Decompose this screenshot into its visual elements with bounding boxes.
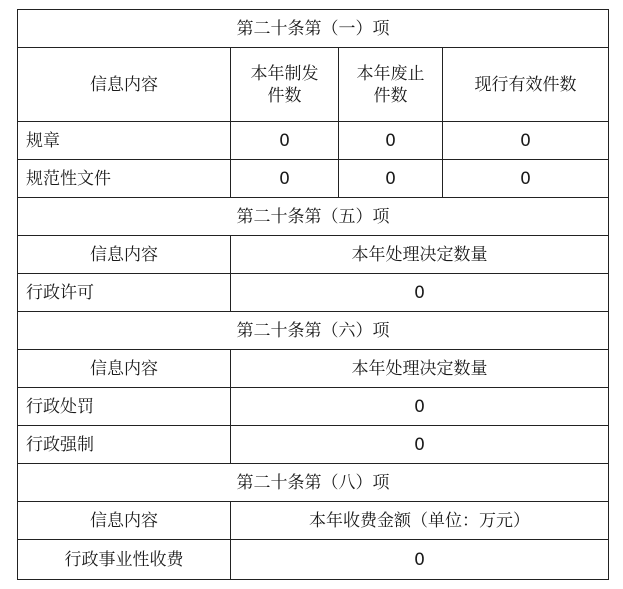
header-decision-count: 本年处理决定数量 xyxy=(231,236,609,274)
section-3-header-row xyxy=(18,350,609,388)
table-row xyxy=(18,388,609,426)
row-label: 行政事业性收费 xyxy=(18,540,231,580)
row-label: 行政强制 xyxy=(18,426,231,464)
header-issued-count xyxy=(231,48,339,122)
cell-value: 0 xyxy=(231,274,609,312)
header-repealed-line2: 件数 xyxy=(373,85,408,106)
section-1-title: 第二十条第（一）项 xyxy=(18,10,609,48)
table-row xyxy=(18,122,609,160)
header-info-content: 信息内容 xyxy=(18,502,231,540)
section-2-title: 第二十条第（五）项 xyxy=(18,198,609,236)
cell-value: 0 xyxy=(339,122,443,160)
row-label: 行政许可 xyxy=(18,274,231,312)
header-repealed-count xyxy=(339,48,443,122)
cell-value: 0 xyxy=(231,388,609,426)
header-repealed-line1: 本年废止 xyxy=(356,63,425,84)
header-fee-amount: 本年收费金额（单位：万元） xyxy=(231,502,609,540)
section-1-header-row xyxy=(18,48,609,122)
row-label: 行政处罚 xyxy=(18,388,231,426)
header-info-content: 信息内容 xyxy=(18,48,231,122)
cell-value: 0 xyxy=(231,160,339,198)
cell-value: 0 xyxy=(231,540,609,580)
cell-value: 0 xyxy=(231,122,339,160)
section-3-title-row xyxy=(18,312,609,350)
table-row xyxy=(18,426,609,464)
header-issued-line1: 本年制发 xyxy=(250,63,319,84)
cell-value: 0 xyxy=(339,160,443,198)
cell-value: 0 xyxy=(443,160,609,198)
section-2-header-row xyxy=(18,236,609,274)
header-info-content: 信息内容 xyxy=(18,350,231,388)
header-issued-line2: 件数 xyxy=(267,85,302,106)
row-label: 规范性文件 xyxy=(18,160,231,198)
disclosure-table xyxy=(17,9,609,580)
table-row xyxy=(18,540,609,580)
cell-value: 0 xyxy=(443,122,609,160)
section-1-title-row xyxy=(18,10,609,48)
cell-value: 0 xyxy=(231,426,609,464)
row-label: 规章 xyxy=(18,122,231,160)
section-4-header-row xyxy=(18,502,609,540)
section-4-title-row xyxy=(18,464,609,502)
section-3-title: 第二十条第（六）项 xyxy=(18,312,609,350)
table-row xyxy=(18,274,609,312)
table-row xyxy=(18,160,609,198)
header-decision-count: 本年处理决定数量 xyxy=(231,350,609,388)
section-4-title: 第二十条第（八）项 xyxy=(18,464,609,502)
header-info-content: 信息内容 xyxy=(18,236,231,274)
header-valid-count: 现行有效件数 xyxy=(443,48,609,122)
section-2-title-row xyxy=(18,198,609,236)
